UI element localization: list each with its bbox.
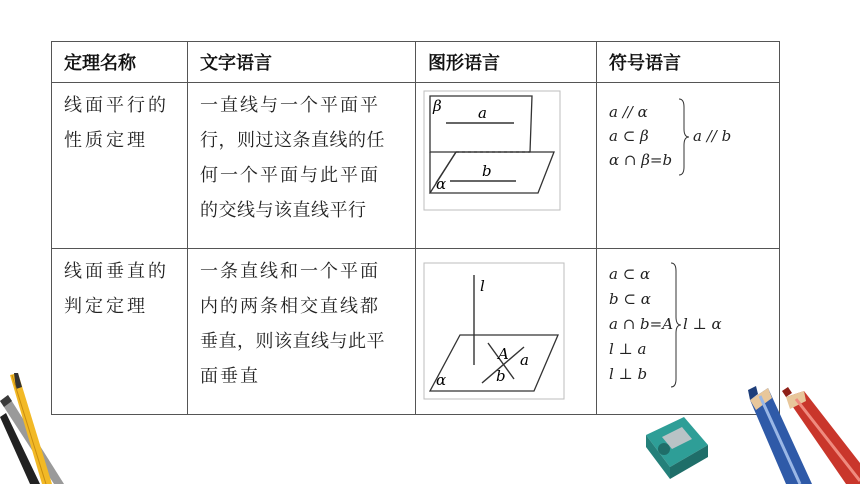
figure-cell [416, 83, 597, 249]
text-line: 的交线与该直线平行 [200, 200, 367, 221]
pencil-left-icon [0, 365, 100, 484]
symbol-language-cell [597, 83, 780, 249]
text-line: 行，则过这条直线的任 [200, 130, 385, 151]
symbol-condition: α ∩ β=b [609, 151, 673, 169]
plane-label-alpha: α [436, 175, 447, 193]
symbol-condition: l ⊥ b [609, 365, 648, 383]
symbol-condition: a ∩ b=A [609, 315, 674, 333]
text-language-cell [188, 249, 416, 415]
theorem-name-line: 线面平行的 [64, 95, 169, 116]
line-label-l: l [480, 277, 485, 295]
theorem-table [51, 41, 780, 415]
symbol-result: l ⊥ α [683, 315, 722, 333]
line-label-b: b [496, 367, 506, 385]
table-header-row [52, 42, 780, 83]
sharpener-icon [636, 405, 716, 484]
header-symbol-language: 符号语言 [597, 42, 780, 83]
symbol-result: a // b [693, 127, 732, 145]
text-line: 垂直，则该直线与此平 [200, 331, 385, 352]
text-line: 内的两条相交直线都 [200, 296, 380, 317]
header-figure-language: 图形语言 [416, 42, 597, 83]
parallel-planes-figure [416, 83, 597, 248]
line-label-a: a [478, 104, 487, 122]
plane-label-beta: β [433, 97, 442, 115]
text-language-cell [188, 83, 416, 249]
table-row [52, 83, 780, 249]
plane-label-alpha: α [436, 371, 447, 389]
symbol-condition: a // α [609, 103, 648, 121]
line-label-a: a [520, 351, 529, 369]
right-brace-icon [677, 97, 691, 177]
text-line: 面垂直 [200, 366, 260, 387]
line-label-b: b [482, 162, 492, 180]
pencil-red-icon [776, 385, 860, 484]
perpendicular-line-figure [416, 249, 597, 414]
theorem-name-line: 性质定理 [64, 130, 148, 151]
right-brace-icon [669, 261, 683, 389]
table-row [52, 249, 780, 415]
symbol-condition: a ⊂ α [609, 265, 651, 283]
header-text-language: 文字语言 [188, 42, 416, 83]
text-line: 一条直线和一个平面 [200, 261, 380, 282]
theorem-name-line: 线面垂直的 [64, 261, 169, 282]
text-line: 一直线与一个平面平 [200, 95, 380, 116]
theorem-name-line: 判定定理 [64, 296, 148, 317]
symbol-condition: b ⊂ α [609, 290, 651, 308]
header-theorem-name: 定理名称 [52, 42, 188, 83]
symbol-condition: a ⊂ β [609, 127, 649, 145]
point-label-A: A [498, 345, 509, 363]
text-line: 何一个平面与此平面 [200, 165, 380, 186]
symbol-condition: l ⊥ a [609, 340, 647, 358]
figure-cell [416, 249, 597, 415]
theorem-name-cell [52, 83, 188, 249]
